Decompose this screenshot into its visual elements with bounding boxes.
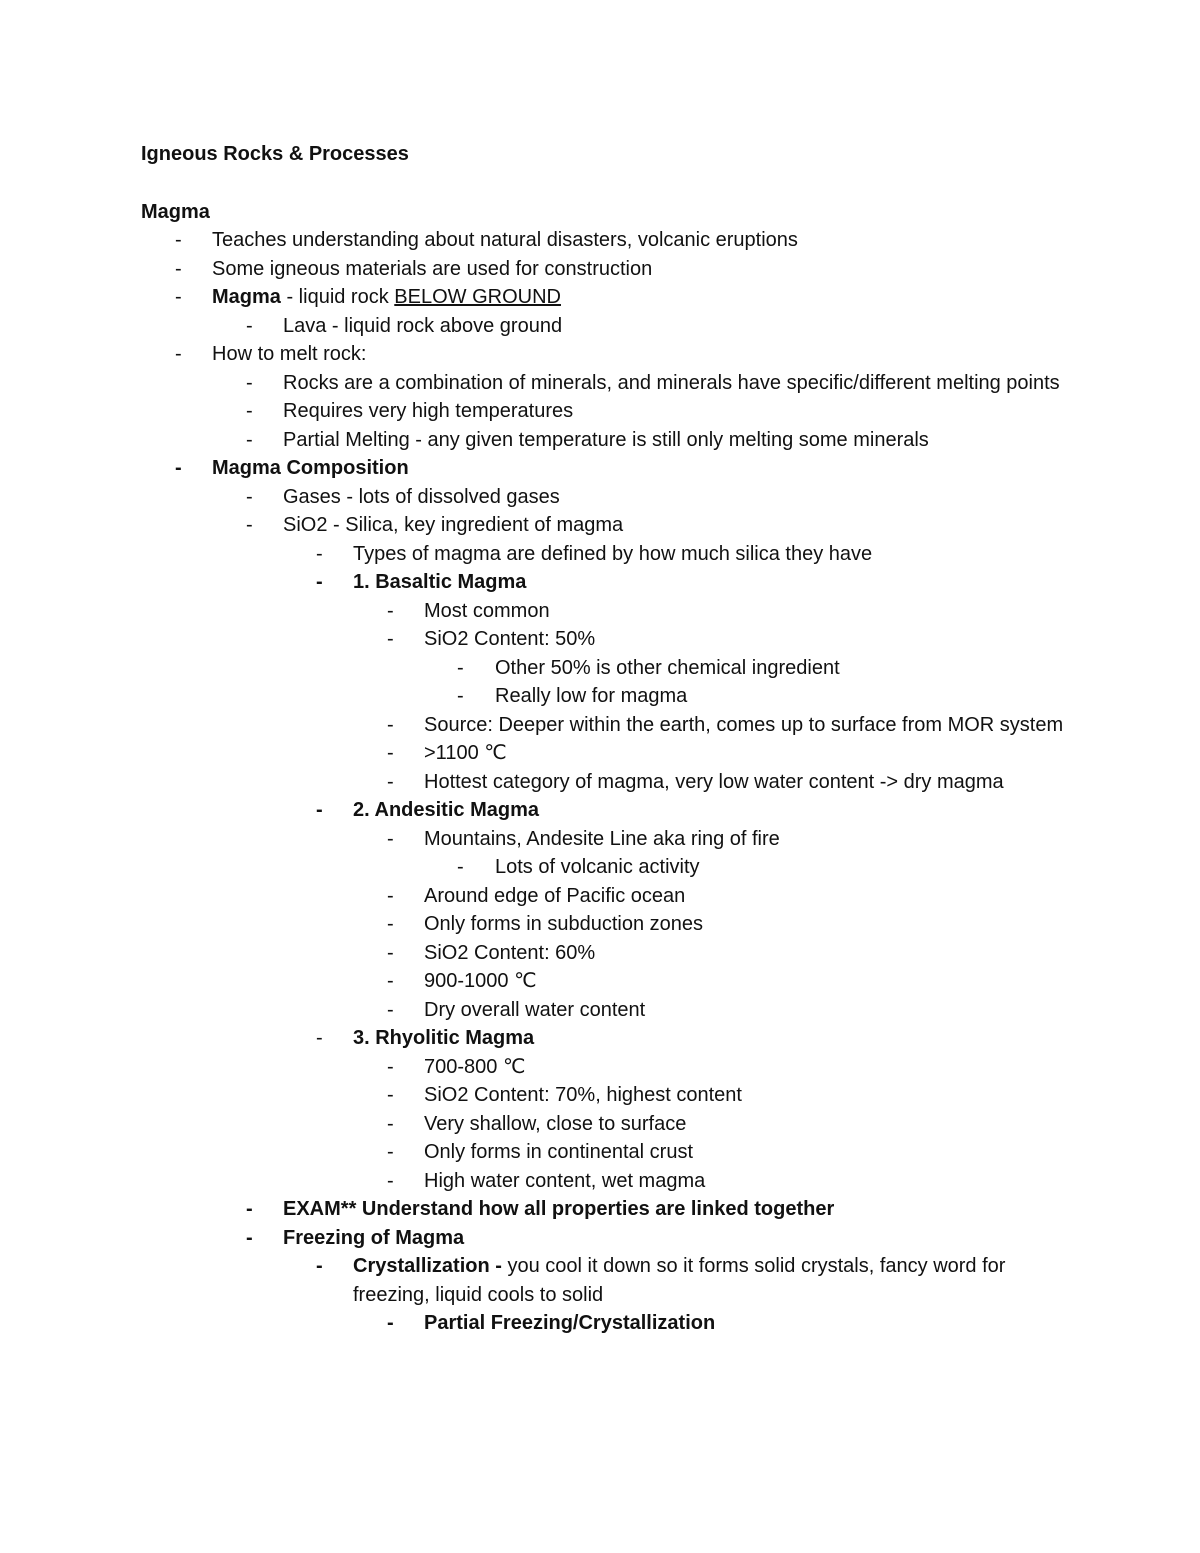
- outline-item-text: [424, 1138, 1071, 1167]
- text-run: 3. Rhyolitic Magma: [353, 1027, 535, 1049]
- bullet-dash: -: [246, 514, 253, 536]
- bullet-dash: -: [246, 1226, 253, 1249]
- text-run: Magma: [212, 286, 281, 308]
- bullet-dash: -: [316, 571, 323, 593]
- bullet-dash: -: [387, 1169, 394, 1192]
- text-run: Requires very high temperatures: [283, 400, 574, 422]
- outline-item-text: [424, 597, 1071, 626]
- bullet-dash: -: [387, 1141, 394, 1163]
- outline-item: [141, 226, 1071, 255]
- bullet-dash: -: [246, 485, 253, 508]
- bullet-dash: -: [387, 742, 394, 764]
- outline-item-text: [283, 312, 1071, 341]
- outline-item-text: [353, 796, 1071, 825]
- bullet-dash: -: [387, 1084, 394, 1106]
- bullet-dash: -: [387, 599, 394, 622]
- outline-item-text: [353, 1024, 1071, 1053]
- text-run: Crystallization -: [353, 1255, 508, 1277]
- outline-item: [141, 511, 1071, 540]
- outline-item-text: [424, 711, 1071, 740]
- outline-item: [141, 825, 1071, 854]
- outline-item-text: [212, 226, 1071, 255]
- bullet-dash: -: [246, 314, 253, 337]
- outline-item: [141, 255, 1071, 284]
- outline-item-text: [283, 483, 1071, 512]
- text-run: SiO2 - Silica, key ingredient of magma: [283, 514, 624, 536]
- bullet-dash: -: [175, 343, 182, 365]
- outline-item: [141, 967, 1071, 996]
- text-run: Teaches understanding about natural disasters, volcanic eruptions: [212, 229, 798, 251]
- page-title: Igneous Rocks & Processes: [141, 143, 409, 165]
- outline-item: [141, 1024, 1071, 1053]
- text-run: SiO2 Content: 70%, highest content: [424, 1084, 742, 1106]
- outline-item: [141, 369, 1071, 398]
- outline-item-text: [424, 910, 1071, 939]
- text-run: Lots of volcanic activity: [495, 856, 700, 878]
- outline-item-text: [283, 369, 1071, 398]
- text-run: High water content, wet magma: [424, 1169, 706, 1192]
- outline-item-text: [424, 825, 1071, 854]
- text-run: Other 50% is other chemical ingredient: [495, 656, 840, 679]
- outline-item-text: [424, 939, 1071, 968]
- outline-item: [141, 682, 1071, 711]
- text-run: >1100 ℃: [424, 742, 507, 764]
- outline-item-text: [424, 1053, 1071, 1082]
- outline-item: [141, 796, 1071, 825]
- outline-item-text: [283, 1195, 1071, 1224]
- outline-item: [141, 568, 1071, 597]
- bullet-dash: -: [316, 1027, 323, 1049]
- bullet-dash: -: [316, 1255, 323, 1277]
- bullet-dash: -: [175, 286, 182, 308]
- bullet-dash: -: [457, 856, 464, 878]
- text-run: you cool it down so it forms solid crystals, fancy word for freezing, liquid cools to solid: [353, 1255, 1006, 1306]
- outline-item-text: [212, 340, 1071, 369]
- outline-item-text: [353, 1252, 1071, 1309]
- bullet-dash: -: [387, 913, 394, 935]
- text-run: Only forms in subduction zones: [424, 913, 704, 935]
- bullet-dash: -: [387, 770, 394, 793]
- text-run: Really low for magma: [495, 685, 688, 707]
- text-run: 1. Basaltic Magma: [353, 571, 527, 593]
- outline-item: [141, 768, 1071, 797]
- outline-item: [141, 910, 1071, 939]
- text-run: Some igneous materials are used for construction: [212, 257, 653, 280]
- text-run: EXAM** Understand how all properties are linked together: [283, 1198, 835, 1220]
- outline-item-text: [283, 397, 1071, 426]
- outline-item: [141, 739, 1071, 768]
- bullet-dash: -: [387, 1312, 394, 1334]
- outline-item-text: [353, 568, 1071, 597]
- bullet-dash: -: [387, 1055, 394, 1078]
- outline-item: [141, 483, 1071, 512]
- text-run: Around edge of Pacific ocean: [424, 884, 686, 907]
- bullet-dash: -: [246, 1198, 253, 1220]
- outline-item: [141, 939, 1071, 968]
- text-run: Only forms in continental crust: [424, 1141, 693, 1163]
- bullet-dash: -: [387, 827, 394, 850]
- text-run: 2. Andesitic Magma: [353, 799, 539, 821]
- outline-item-text: [212, 283, 1071, 312]
- outline-item: [141, 853, 1071, 882]
- bullet-dash: -: [246, 428, 253, 451]
- notes-outline: [141, 226, 1071, 1338]
- bullet-dash: -: [175, 257, 182, 280]
- outline-item: [141, 625, 1071, 654]
- text-run: Source: Deeper within the earth, comes up to surface from MOR system: [424, 713, 1064, 736]
- outline-item-text: [424, 1309, 1071, 1338]
- bullet-dash: -: [387, 941, 394, 964]
- outline-item-text: [283, 1224, 1071, 1253]
- outline-item: [141, 283, 1071, 312]
- text-run: Gases - lots of dissolved gases: [283, 485, 560, 508]
- outline-item-text: [424, 1167, 1071, 1196]
- outline-item: [141, 1252, 1071, 1309]
- outline-item-text: [353, 540, 1071, 569]
- text-run: Most common: [424, 599, 550, 622]
- bullet-dash: -: [457, 685, 464, 707]
- outline-item: [141, 540, 1071, 569]
- outline-item: [141, 1138, 1071, 1167]
- outline-item-text: [424, 625, 1071, 654]
- outline-item: [141, 454, 1071, 483]
- outline-item: [141, 882, 1071, 911]
- text-run: Partial Melting - any given temperature is still only melting some minerals: [283, 428, 929, 451]
- bullet-dash: -: [175, 229, 182, 251]
- outline-item-text: [495, 853, 1071, 882]
- outline-item-text: [212, 255, 1071, 284]
- text-run: Types of magma are defined by how much silica they have: [353, 542, 873, 565]
- outline-item: [141, 1053, 1071, 1082]
- outline-item-text: [283, 426, 1071, 455]
- outline-item-text: [495, 682, 1071, 711]
- bullet-dash: -: [387, 998, 394, 1021]
- text-run: Mountains, Andesite Line aka ring of fire: [424, 827, 780, 850]
- bullet-dash: -: [387, 884, 394, 907]
- text-run: SiO2 Content: 50%: [424, 628, 596, 650]
- bullet-dash: -: [387, 1112, 394, 1135]
- outline-item: [141, 597, 1071, 626]
- outline-item: [141, 1309, 1071, 1338]
- text-run: 900-1000 ℃: [424, 970, 537, 992]
- bullet-dash: -: [246, 400, 253, 422]
- text-run: - liquid rock: [280, 286, 395, 308]
- outline-item-text: [424, 768, 1071, 797]
- text-run: Lava - liquid rock above ground: [283, 314, 563, 337]
- text-run: Very shallow, close to surface: [424, 1112, 687, 1135]
- text-run: How to melt rock:: [212, 343, 367, 365]
- outline-item: [141, 1110, 1071, 1139]
- outline-item-text: [212, 454, 1071, 483]
- text-run: Rocks are a combination of minerals, and minerals have specific/different melting points: [283, 371, 1060, 394]
- outline-item: [141, 1224, 1071, 1253]
- bullet-dash: -: [387, 713, 394, 736]
- outline-item-text: [424, 967, 1071, 996]
- text-run: Partial Freezing/Crystallization: [424, 1312, 716, 1334]
- bullet-dash: -: [457, 656, 464, 679]
- text-run: SiO2 Content: 60%: [424, 941, 596, 964]
- text-run: Hottest category of magma, very low water content -> dry magma: [424, 770, 1004, 793]
- outline-item-text: [495, 654, 1071, 683]
- outline-item: [141, 340, 1071, 369]
- bullet-dash: -: [387, 628, 394, 650]
- outline-item-text: [424, 996, 1071, 1025]
- outline-item-text: [424, 882, 1071, 911]
- bullet-dash: -: [387, 970, 394, 992]
- outline-item: [141, 1195, 1071, 1224]
- outline-item: [141, 1081, 1071, 1110]
- outline-item: [141, 654, 1071, 683]
- outline-item: [141, 996, 1071, 1025]
- text-run: Freezing of Magma: [283, 1226, 465, 1249]
- text-run: Dry overall water content: [424, 998, 646, 1021]
- outline-item: [141, 426, 1071, 455]
- text-run: BELOW GROUND: [394, 286, 561, 308]
- outline-item: [141, 312, 1071, 341]
- outline-item-text: [424, 1110, 1071, 1139]
- bullet-dash: -: [316, 799, 323, 821]
- outline-item-text: [424, 1081, 1071, 1110]
- text-run: Magma Composition: [212, 457, 409, 479]
- bullet-dash: -: [175, 457, 182, 479]
- text-run: 700-800 ℃: [424, 1055, 526, 1078]
- outline-item-text: [424, 739, 1071, 768]
- section-heading: Magma: [141, 201, 210, 223]
- outline-item: [141, 397, 1071, 426]
- outline-item: [141, 711, 1071, 740]
- outline-item: [141, 1167, 1071, 1196]
- bullet-dash: -: [246, 371, 253, 394]
- outline-item-text: [283, 511, 1071, 540]
- bullet-dash: -: [316, 542, 323, 565]
